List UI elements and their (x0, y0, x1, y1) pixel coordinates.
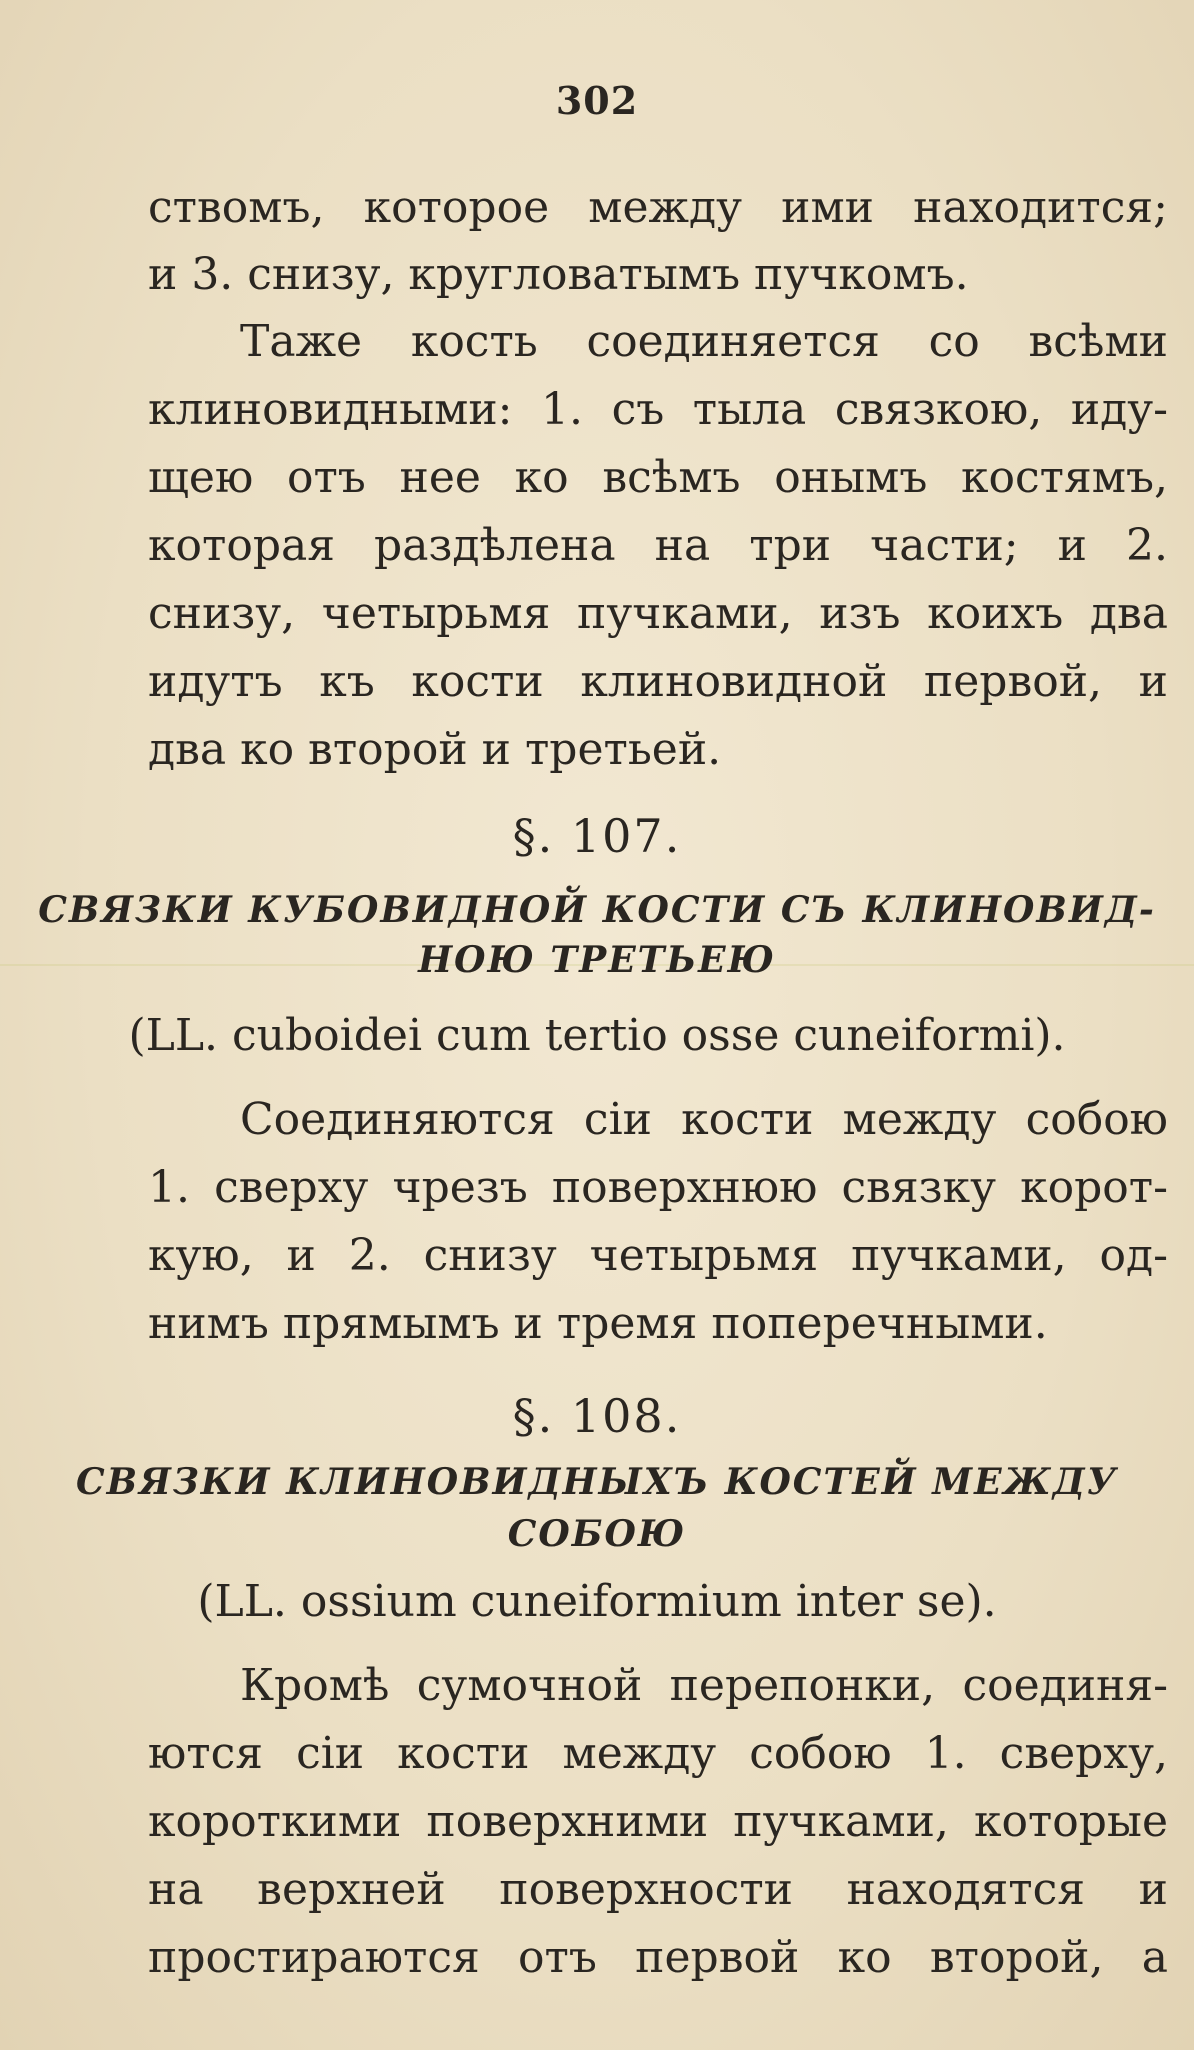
text-line: Таже кость соединяется со всѣми (240, 316, 1168, 367)
text-line: Соединяются сіи кости между собою (240, 1094, 1168, 1145)
section-title: СВЯЗКИ КУБОВИДНОЙ КОСТИ СЪ КЛИНОВИД- (38, 889, 1156, 931)
text-line: и 3. снизу, кругловатымъ пучкомъ. (148, 249, 969, 300)
section-latin-name: (LL. ossium cuneiformium inter se). (197, 1576, 997, 1627)
text-line: нимъ прямымъ и тремя поперечными. (148, 1298, 1048, 1349)
section-title: СОБОЮ (507, 1513, 687, 1555)
text-line: щею отъ нее ко всѣмъ онымъ костямъ, (148, 452, 1168, 503)
text-line: 1. сверху чрезъ поверхнюю связку корот- (148, 1162, 1168, 1213)
text-line: на верхней поверхности находятся и (148, 1864, 1168, 1915)
text-line: Кромѣ сумочной перепонки, соединя- (240, 1660, 1168, 1711)
text-line: короткими поверхними пучками, которые (148, 1796, 1168, 1847)
text-line: простираются отъ первой ко второй, а (148, 1932, 1168, 1983)
text-line: ствомъ, которое между ими находится; (148, 182, 1168, 233)
text-line: кую, и 2. снизу четырьмя пучками, од- (148, 1230, 1168, 1281)
section-title: СВЯЗКИ КЛИНОВИДНЫХЪ КОСТЕЙ МЕЖДУ (76, 1461, 1118, 1503)
page-number: 302 (555, 78, 639, 123)
section-number: §. 108. (512, 1389, 682, 1443)
section-number: §. 107. (512, 809, 682, 863)
text-line: снизу, четырьмя пучками, изъ коихъ два (148, 588, 1168, 639)
text-line: идутъ къ кости клиновидной первой, и (148, 656, 1168, 707)
text-line: два ко второй и третьей. (148, 724, 722, 775)
text-line: которая раздѣлена на три части; и 2. (148, 520, 1168, 571)
section-latin-name: (LL. cuboidei cum tertio osse cuneiformi). (128, 1010, 1066, 1061)
text-line: ются сіи кости между собою 1. сверху, (148, 1728, 1168, 1779)
text-line: клиновидными: 1. съ тыла связкою, иду- (148, 384, 1168, 435)
section-title: НОЮ ТРЕТЬЕЮ (418, 939, 776, 981)
